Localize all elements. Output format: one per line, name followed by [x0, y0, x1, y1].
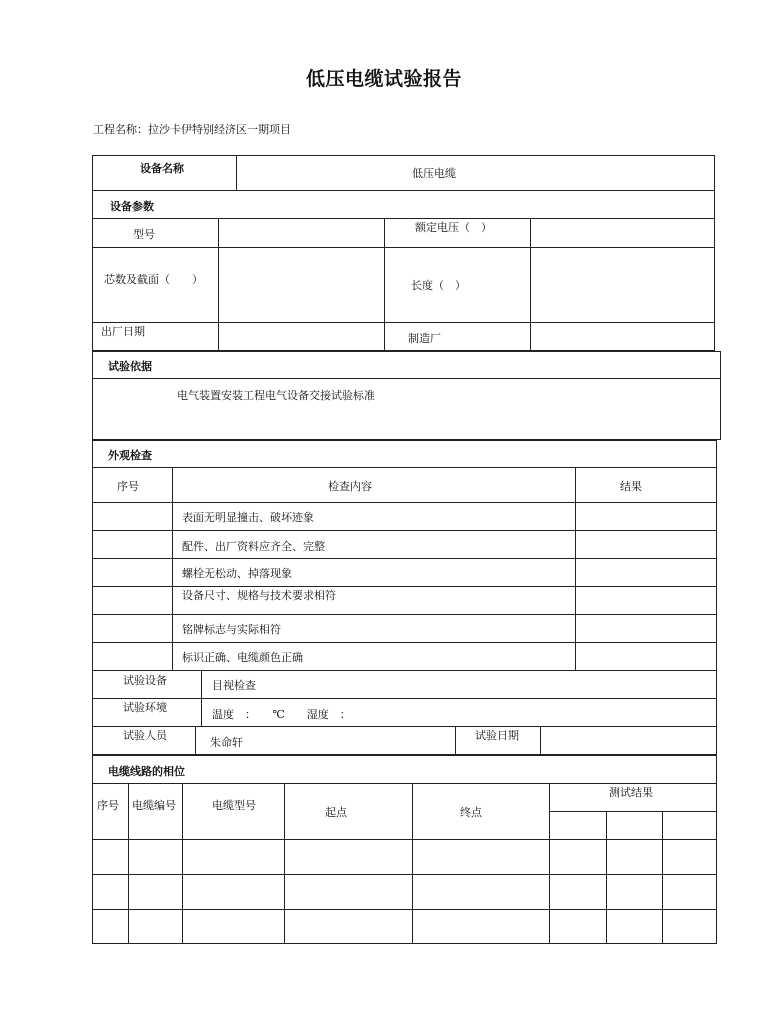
visual-header-result: 结果: [620, 480, 642, 493]
equipment-name-label: 设备名称: [140, 162, 184, 175]
inspection-item: 螺栓无松动、掉落现象: [182, 567, 292, 580]
inspection-item: 配件、出厂资料应齐全、完整: [182, 540, 325, 553]
inspection-item: 表面无明显撞击、破坏迹象: [182, 511, 314, 524]
inspection-item: 标识正确、电缆颜色正确: [182, 651, 303, 664]
test-personnel-value: 朱命轩: [210, 736, 243, 749]
manufacture-date-label: 出厂日期: [101, 325, 145, 338]
basis-value: 电气装置安装工程电气设备交接试验标准: [177, 389, 375, 402]
phase-header-result: 测试结果: [609, 786, 653, 799]
phase-header-seq: 序号: [97, 799, 119, 812]
length-label: 长度（ ）: [411, 279, 466, 292]
inspection-item: 设备尺寸、规格与技术要求相符: [182, 589, 336, 602]
visual-inspection-label: 外观检查: [108, 449, 152, 462]
basis-label: 试验依据: [108, 360, 152, 373]
equipment-name-value: 低压电缆: [412, 167, 456, 180]
manufacturer-label: 制造厂: [408, 332, 441, 345]
model-label: 型号: [133, 228, 155, 241]
visual-header-seq: 序号: [117, 480, 139, 493]
rated-voltage-label: 额定电压（ ）: [415, 221, 492, 234]
test-date-label: 试验日期: [475, 729, 519, 742]
test-personnel-label: 试验人员: [123, 729, 167, 742]
test-equipment-value: 目视检查: [212, 679, 256, 692]
test-equipment-label: 试验设备: [123, 674, 167, 687]
phase-header-end: 终点: [460, 806, 482, 819]
test-environment-label: 试验环境: [123, 701, 167, 714]
visual-header-content: 检查内容: [328, 480, 372, 493]
phase-header-start: 起点: [325, 806, 347, 819]
phase-header-cable-no: 电缆编号: [132, 799, 176, 812]
project-name: 工程名称：拉沙卡伊特别经济区一期项目: [93, 123, 291, 136]
cores-section-label: 芯数及截面（ ）: [104, 273, 203, 286]
test-environment-value: 温度 ： ℃ 湿度 ：: [212, 708, 351, 721]
inspection-item: 铭牌标志与实际相符: [182, 623, 281, 636]
phase-header-cable-model: 电缆型号: [212, 799, 256, 812]
cable-phase-label: 电缆线路的相位: [108, 765, 185, 778]
equipment-params-label: 设备参数: [110, 200, 154, 213]
page-title: 低压电缆试验报告: [305, 68, 462, 90]
